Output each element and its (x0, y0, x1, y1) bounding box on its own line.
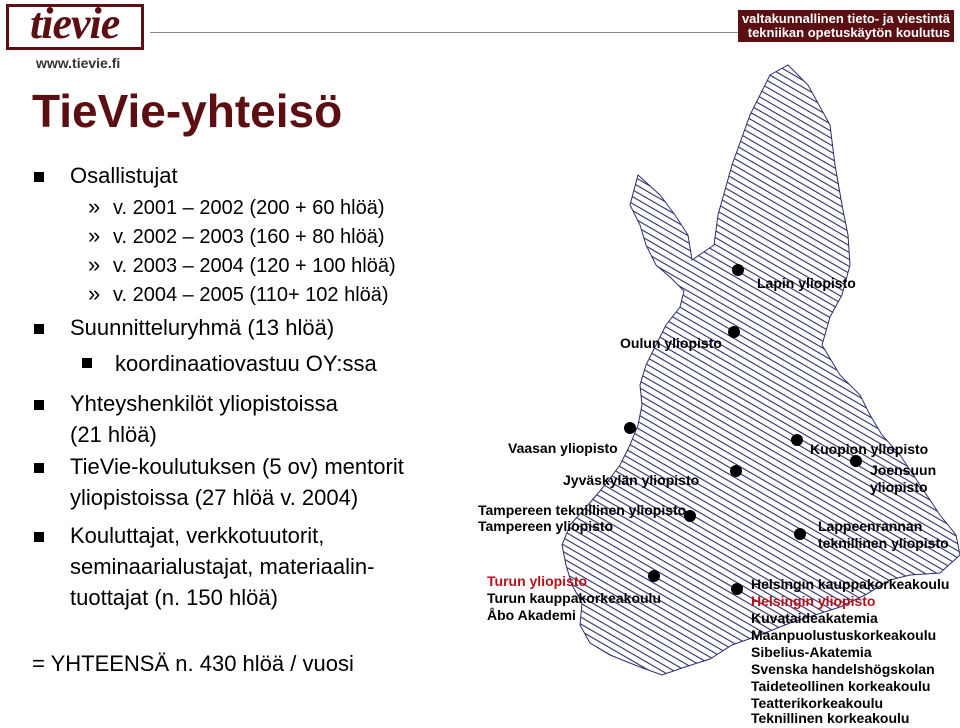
label-helsinki-1: Helsingin kauppakorkeakoulu (751, 576, 950, 592)
label-helsinki-8: Teatterikorkeakoulu (751, 695, 884, 711)
label-helsinki-2: Helsingin yliopisto (751, 593, 876, 609)
sub-bullet-year-2: v. 2002 – 2003 (160 + 80 hlöä) (113, 226, 385, 248)
bullet-yhteyshenkilot-1: Yhteyshenkilöt yliopistoissa (70, 391, 338, 416)
bullet-marker (34, 532, 44, 542)
dot-vaasan (624, 422, 636, 434)
label-turku-1: Turun yliopisto (487, 573, 588, 589)
label-tay: Tampereen yliopisto (478, 518, 614, 534)
arrow-marker: » (88, 281, 101, 306)
total-summary: = YHTEENSÄ n. 430 hlöä / vuosi (32, 651, 354, 676)
tievie-logo (0, 0, 150, 75)
bullet-yhteyshenkilot-2: (21 hlöä) (70, 422, 157, 447)
bullet-mentorit-1: TieVie-koulutuksen (5 ov) mentorit (70, 454, 404, 479)
arrow-marker: » (88, 223, 101, 248)
tagline-line-2: tekniikan opetuskäytön koulutus (747, 25, 950, 40)
dot-kuopion (791, 434, 803, 446)
sub-bullet-marker (82, 358, 92, 368)
arrow-marker: » (88, 194, 101, 219)
label-helsinki-3: Kuvataideakatemia (751, 610, 878, 626)
sub-bullet-year-3: v. 2003 – 2004 (120 + 100 hlöä) (113, 255, 396, 277)
tagline (738, 10, 954, 42)
bullet-kouluttajat-3: tuottajat (n. 150 hlöä) (70, 585, 278, 610)
sub-bullet-koordinaatio: koordinaatiovastuu OY:ssa (115, 351, 377, 376)
label-turku-2: Turun kauppakorkeakoulu (487, 590, 661, 606)
bullet-marker (34, 324, 44, 334)
arrow-marker: » (88, 252, 101, 277)
tagline-line-1: valtakunnallinen tieto- ja viestintä (741, 11, 950, 26)
bullet-marker (34, 172, 44, 182)
logo-url: www.tievie.fi (36, 55, 121, 71)
bullet-kouluttajat-1: Kouluttajat, verkkotuutorit, (70, 523, 325, 548)
dot-lapin (732, 264, 744, 276)
bullet-marker (34, 463, 44, 473)
sub-bullet-year-4: v. 2004 – 2005 (110+ 102 hlöä) (113, 284, 389, 306)
label-helsinki-7: Taideteollinen korkeakoulu (751, 678, 931, 694)
page-title: TieVie-yhteisö (32, 85, 343, 137)
bullet-osallistujat: Osallistujat (70, 163, 178, 188)
label-lapin: Lapin yliopisto (757, 275, 856, 291)
label-helsinki-6: Svenska handelshögskolan (751, 661, 935, 677)
dot-helsinki (731, 583, 743, 595)
bullet-suunnitteluryhma: Suunnitteluryhmä (13 hlöä) (70, 315, 335, 340)
label-tty: Tampereen teknillinen yliopisto (478, 502, 687, 518)
label-kuopion: Kuopion yliopisto (810, 441, 929, 457)
dot-lappeenranta (794, 528, 806, 540)
logo-text: tievie (30, 0, 120, 48)
label-oulun: Oulun yliopisto (620, 335, 722, 351)
bullet-kouluttajat-2: seminaarialustajat, materiaalin- (70, 554, 375, 579)
bullet-marker (34, 400, 44, 410)
label-joensuu-2: yliopisto (870, 479, 928, 495)
sub-bullet-year-1: v. 2001 – 2002 (200 + 60 hlöä) (113, 197, 385, 219)
dot-oulun (728, 326, 740, 338)
header-divider (150, 32, 745, 33)
label-jyvaskylan: Jyväskylän yliopisto (563, 472, 700, 488)
label-helsinki-4: Maanpuolustuskorkeakoulu (751, 627, 937, 643)
label-helsinki-9: Teknillinen korkeakoulu (751, 710, 910, 726)
dot-turku (648, 570, 660, 582)
label-turku-3: Åbo Akademi (487, 607, 576, 623)
dot-jyvaskylan (730, 465, 742, 477)
label-vaasan: Vaasan yliopisto (508, 440, 618, 456)
label-lut-2: teknillinen yliopisto (818, 535, 949, 551)
label-lut-1: Lappeenrannan (818, 518, 923, 534)
bullet-mentorit-2: yliopistoissa (27 hlöä v. 2004) (70, 485, 359, 510)
label-helsinki-5: Sibelius-Akatemia (751, 644, 872, 660)
label-joensuu-1: Joensuun (870, 462, 937, 478)
